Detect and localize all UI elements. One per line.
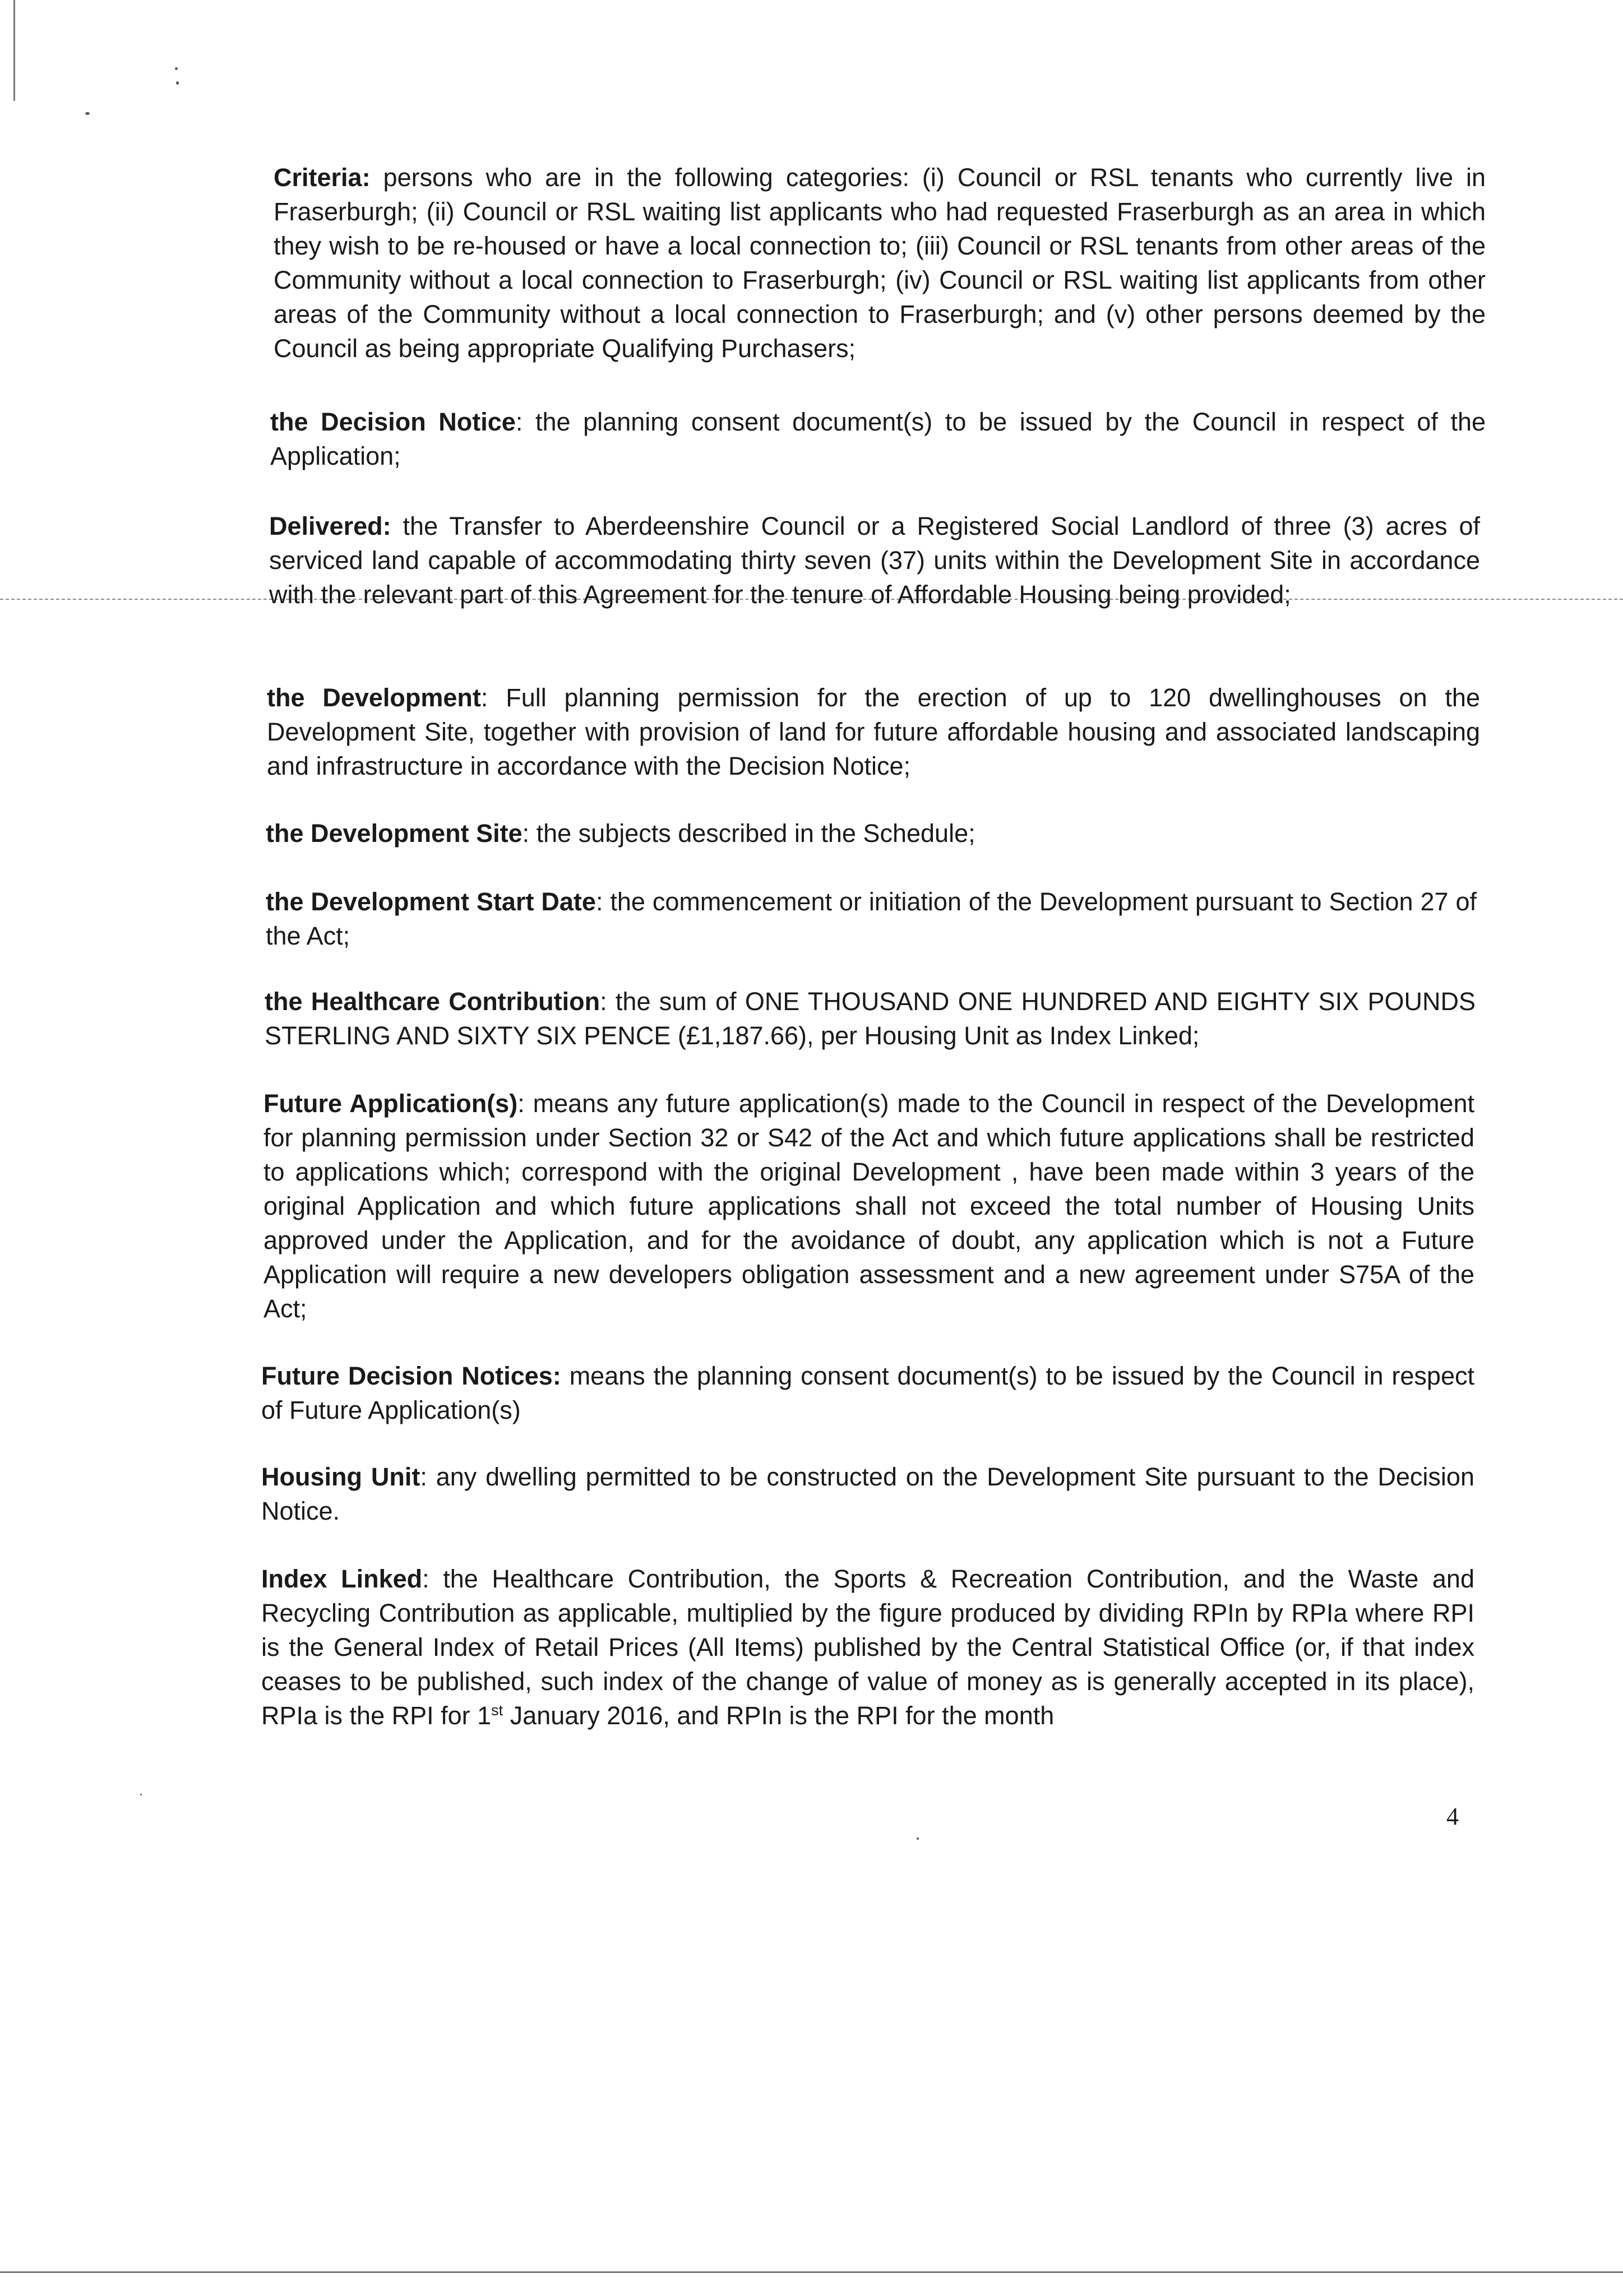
definition-text: : any dwelling permitted to be constructed on the Development Site pursuant to the Decision Notice. (261, 1462, 1474, 1525)
scan-edge-mark (13, 0, 15, 101)
definition-text: : the planning consent document(s) to be issued by the Council in respect of the Application; (270, 408, 1486, 470)
definition-future-decision-notices (261, 1359, 1474, 1427)
definition-text: : the Healthcare Contribution, the Sports & Recreation Contribution, and the Waste and Recycling Contribution as applicable, multiplied by the figure produced by dividing RPIn by RPIa where RPI is the General Index of Retail Prices (All Items) published by the Central Statistical Office (or, if that index ceases to be published, such index of the change of value of money as is generally accepted in its place), RPIa is the RPI for 1 (261, 1564, 1474, 1730)
scan-speck (85, 112, 90, 115)
definition-term: the Healthcare Contribution (265, 987, 600, 1016)
definition-text-continued: January 2016, and RPIn is the RPI for the month (503, 1701, 1055, 1730)
definition-delivered (269, 509, 1480, 612)
definition-term: Delivered: (269, 512, 391, 540)
definition-term: the Development Site (266, 819, 522, 848)
definition-healthcare-contribution (265, 984, 1476, 1053)
definition-criteria (274, 160, 1486, 365)
definition-text: : means any future application(s) made to the Council in respect of the Development for planning permission under Section 32 or S42 of the Act and which future applications shall be restricted to applications which; correspond with the original Development , have been made within 3 years of the original Application and which future applications shall not exceed the total number of Housing Units approved under the Application, and for the avoidance of doubt, any application which is not a Future Application will require a new developers obligation assessment and a new agreement under S75A of the Act; (263, 1089, 1474, 1323)
scan-speck (917, 1837, 919, 1840)
definition-text: persons who are in the following categories: (i) Council or RSL tenants who currently live in Fraserburgh; (ii) Council or RSL waiting list applicants who had requested Fraserburgh as an area in which they wish to be re-housed or have a local connection to; (iii) Council or RSL tenants from other areas of the Community without a local connection to Fraserburgh; (iv) Council or RSL waiting list applicants from other areas of the Community without a local connection to Fraserburgh; and (v) other persons deemed by the Council as being appropriate Qualifying Purchasers; (274, 163, 1486, 363)
definition-future-applications (263, 1086, 1474, 1326)
scan-speck (175, 67, 178, 70)
definition-term: the Development Start Date (266, 887, 596, 916)
definition-term: Index Linked (261, 1564, 423, 1593)
definition-term: Housing Unit (261, 1462, 420, 1491)
scan-speck (140, 1794, 142, 1795)
definition-text: the Transfer to Aberdeenshire Council or a Registered Social Landlord of three (3) acres of serviced land capable of accommodating thirty seven (37) units within the Development Site in accordance with the relevant part of this Agreement for the tenure of Affordable Housing being provided; (269, 512, 1480, 609)
definition-development-site (266, 816, 1479, 850)
definition-text: : the subjects described in the Schedule; (522, 819, 975, 848)
definition-term: the Decision Notice (270, 408, 516, 436)
definition-text: means the planning consent document(s) to be issued by the Council in respect of Future Application(s) (261, 1362, 1474, 1424)
definition-index-linked (261, 1562, 1474, 1733)
ordinal-suffix: st (491, 1702, 503, 1719)
definition-term: Criteria: (274, 163, 371, 192)
definition-term: Future Decision Notices: (261, 1362, 561, 1390)
scan-speck (176, 81, 179, 85)
definition-decision-notice (270, 405, 1486, 473)
scan-bottom-edge (0, 2271, 1623, 2273)
definition-text: : the commencement or initiation of the Development pursuant to Section 27 of the Act; (266, 887, 1477, 950)
definition-term: the Development (267, 683, 481, 712)
definition-development-start-date (266, 885, 1477, 953)
definition-development (267, 681, 1480, 783)
definition-housing-unit (261, 1460, 1474, 1528)
definition-text: : the sum of ONE THOUSAND ONE HUNDRED AND EIGHTY SIX POUNDS STERLING AND SIXTY SIX PENCE (£1,187.66), per Housing Unit as Index Linked; (265, 987, 1476, 1050)
page-number: 4 (1446, 1803, 1459, 1830)
definition-text: : Full planning permission for the erection of up to 120 dwellinghouses on the Development Site, together with provision of land for future affordable housing and associated landscaping and infrastructure in accordance with the Decision Notice; (267, 683, 1480, 780)
definition-term: Future Application(s) (263, 1089, 518, 1118)
